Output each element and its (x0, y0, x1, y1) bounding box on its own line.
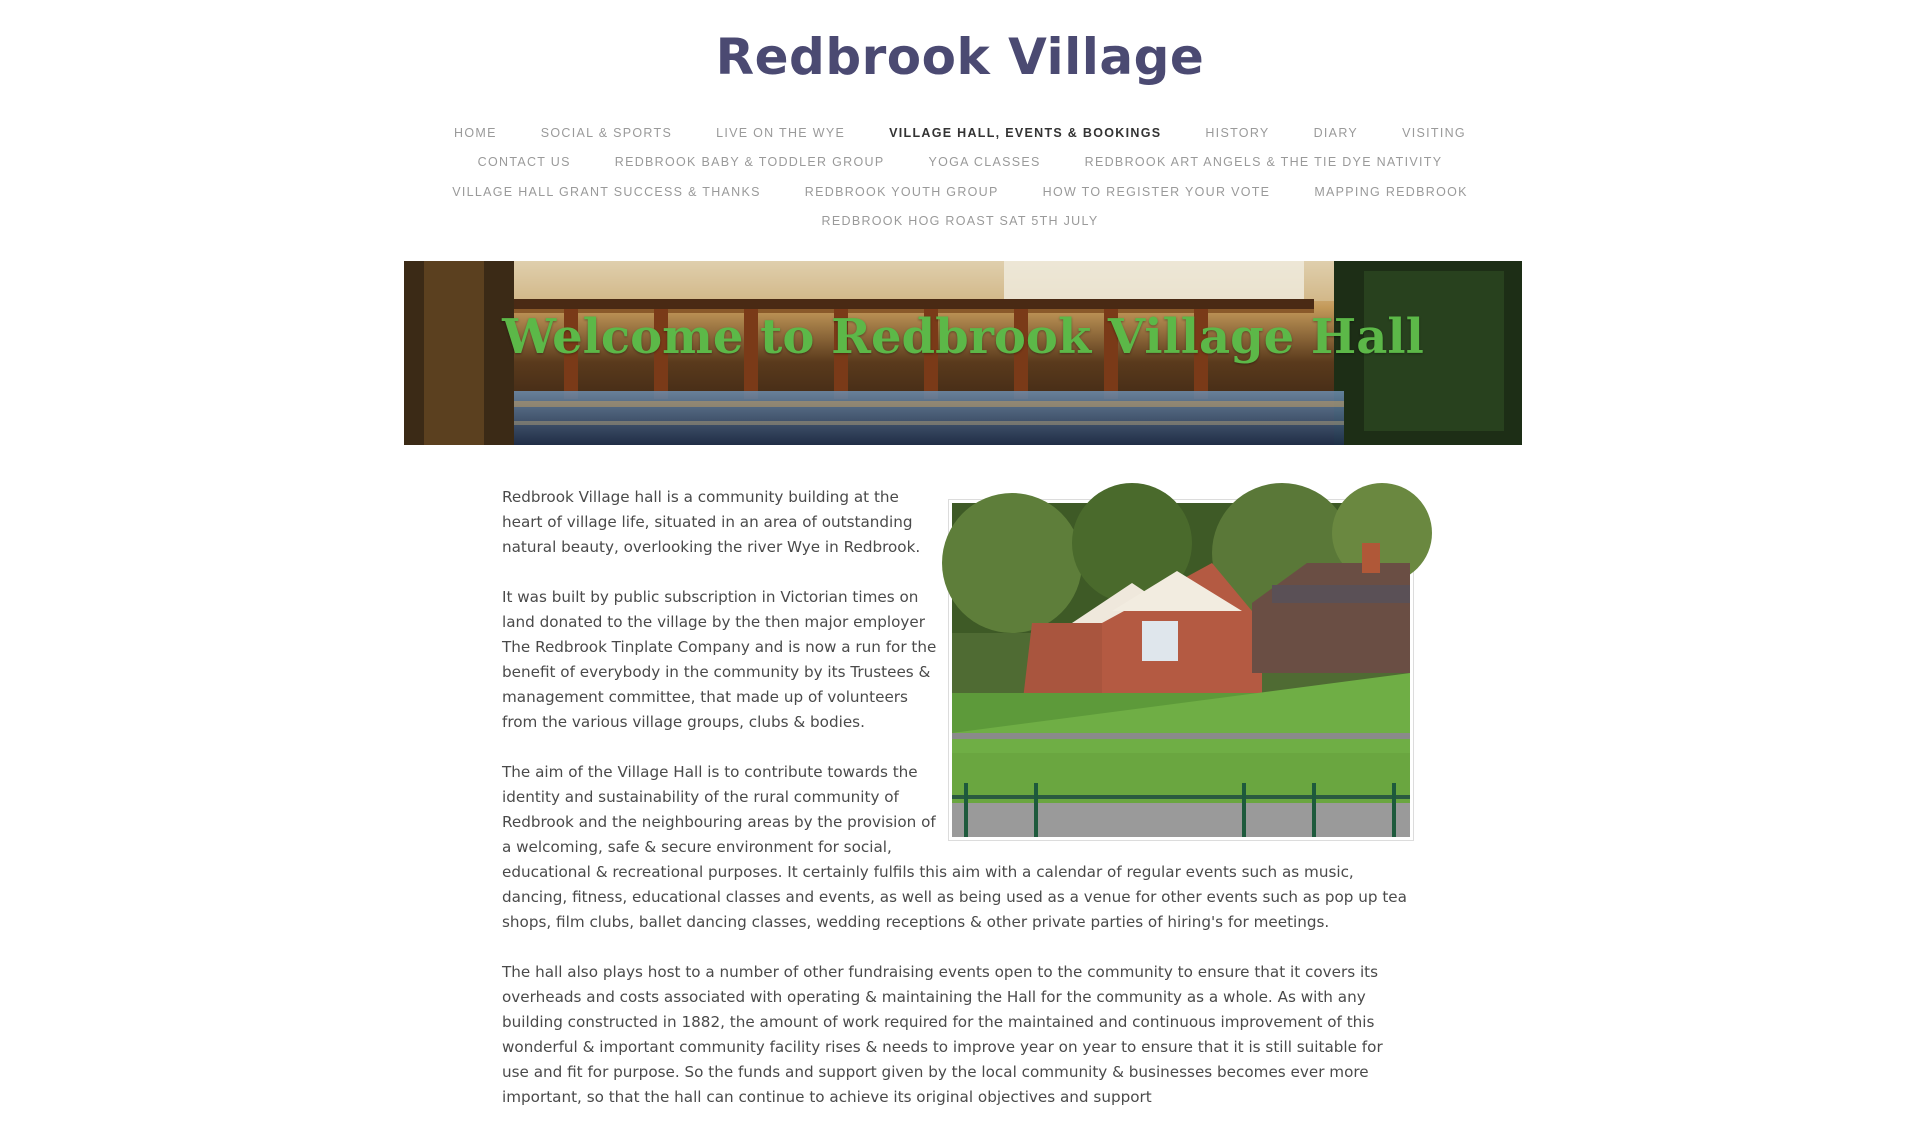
hero-banner (404, 261, 1522, 445)
aims-paragraph: The aim of the Village Hall is to contribute towards the identity and sustainability of the rural community of Redbrook and the neighbouring areas by the provision of a welcoming, safe & secure environment for social, educational & recreational purposes. It certainly fulfils this aim with a calendar of regular events such as music, dancing, fitness, educational classes and events, as well as being used as a venue for other events such as pop up tea shops, film clubs, ballet dancing classes, wedding receptions & other private parties of hiring's for meetings. (502, 763, 1407, 931)
nav-item-history[interactable]: HISTORY (1205, 125, 1270, 140)
nav-item-youth-group[interactable]: REDBROOK YOUTH GROUP (804, 184, 999, 199)
fundraising-paragraph: The hall also plays host to a number of other fundraising events open to the community to ensure that it covers its overheads and costs associated with operating & maintaining the Hall for the community as a whole. As with any building constructed in 1882, the amount of work required for the maintained and continuous improvement of this wonderful & important community facility rises & needs to improve year on year to ensure that it is still suitable for use and fit for purpose. So the funds and support given by the local community & businesses becomes ever more important, so that the hall can continue to achieve its original objectives and support (502, 963, 1383, 1106)
nav-item-visiting[interactable]: VISITING (1402, 125, 1466, 140)
nav-item-art-angels[interactable]: REDBROOK ART ANGELS & THE TIE DYE NATIVITY (1084, 155, 1443, 170)
nav-item-contact-us[interactable]: CONTACT US (477, 155, 571, 170)
nav-item-hog-roast[interactable]: REDBROOK HOG ROAST SAT 5TH JULY (821, 214, 1099, 229)
village-hall-photo[interactable] (948, 499, 1414, 841)
nav-item-home[interactable]: HOME (454, 125, 497, 140)
main-content (502, 485, 1414, 1135)
nav-item-live-on-the-wye[interactable]: LIVE ON THE WYE (716, 125, 846, 140)
banner-title: Welcome to Redbrook Village Hall (502, 309, 1424, 365)
nav-item-register-vote[interactable]: HOW TO REGISTER YOUR VOTE (1042, 184, 1271, 199)
nav-item-diary[interactable]: DIARY (1313, 125, 1359, 140)
village-hall-image (952, 503, 1410, 837)
nav-item-baby-toddler-group[interactable]: REDBROOK BABY & TODDLER GROUP (614, 155, 885, 170)
intro-paragraph: Redbrook Village hall is a community building at the heart of village life, situated in an area of outstanding natural beauty, overlooking the river Wye in Redbrook. (502, 488, 921, 556)
nav-row-2 (456, 148, 1465, 178)
nav-item-mapping-redbrook[interactable]: MAPPING REDBROOK (1314, 184, 1468, 199)
nav-row-1 (432, 118, 1488, 148)
history-paragraph: It was built by public subscription in Victorian times on land donated to the village by the then major employer The Redbrook Tinplate Company and is now a run for the benefit of everybody in the community by its Trustees & management committee, that made up of volunteers from the various village groups, clubs & bodies. (502, 588, 937, 731)
nav-item-grant-success[interactable]: VILLAGE HALL GRANT SUCCESS & THANKS (452, 184, 761, 199)
site-title[interactable]: Redbrook Village (715, 28, 1205, 86)
nav-row-4 (800, 207, 1121, 237)
nav-row-3 (430, 177, 1490, 207)
nav-item-social-sports[interactable]: SOCIAL & SPORTS (540, 125, 673, 140)
main-nav (430, 118, 1490, 236)
nav-item-village-hall[interactable]: VILLAGE HALL, EVENTS & BOOKINGS (889, 125, 1162, 140)
nav-item-yoga-classes[interactable]: YOGA CLASSES (928, 155, 1041, 170)
